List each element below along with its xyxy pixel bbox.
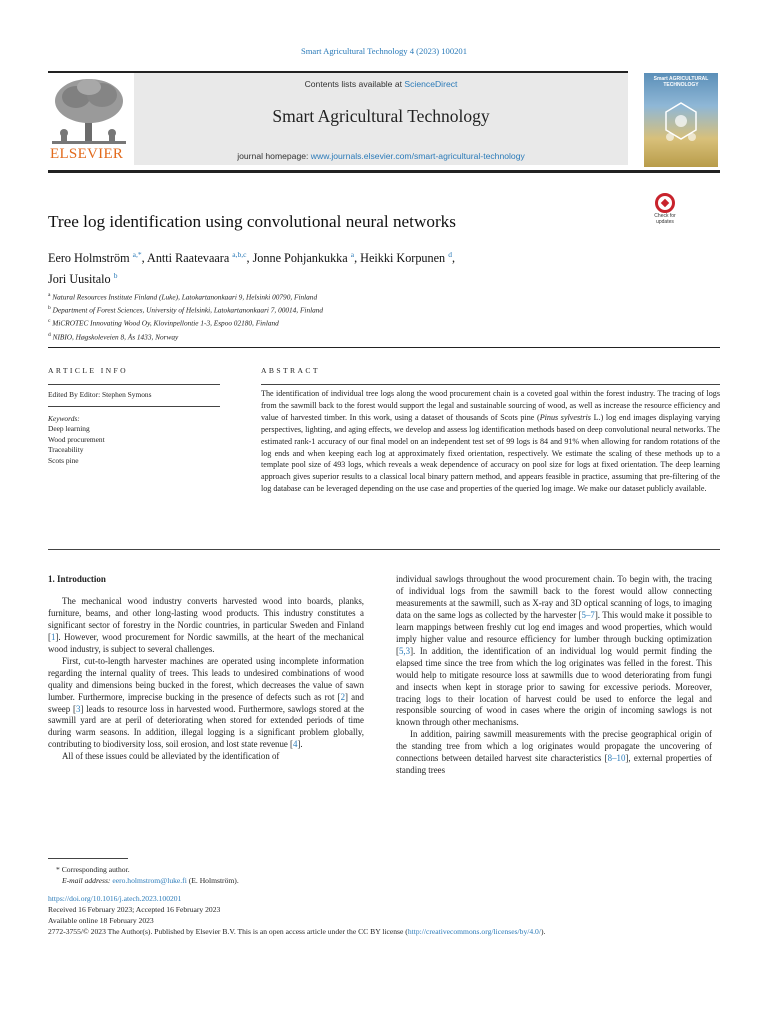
article-title: Tree log identification using convolutional neural networks [48,212,456,231]
license-link[interactable]: http://creativecommons.org/licenses/by/4.0/ [407,927,541,937]
cover-hexagon-icon [644,73,718,167]
author-affil-link[interactable]: a [350,250,355,259]
keywords [48,414,105,466]
abstract-heading: ABSTRACT [261,366,320,375]
citation-link[interactable]: 8–10 [607,753,626,764]
footnote-rule [48,858,128,859]
keywords-label: Keywords: [48,414,80,423]
footnotes [48,864,728,938]
body-left-column [48,574,364,763]
author-list [48,246,668,288]
author-affil-link[interactable]: b [113,271,118,281]
sciencedirect-link[interactable]: ScienceDirect [404,79,458,89]
online-line: Available online 18 February 2023 [48,916,154,926]
author: Eero Holmström $^{a,*}$, [48,250,148,266]
article-info-heading: ARTICLE INFO [48,366,129,375]
journal-reference[interactable]: Smart Agricultural Technology 4 (2023) 100201 [300,46,468,56]
affiliation: $^d$ NIBIO, Høgskoleveien 8, Ås 1433, Norway [48,331,179,342]
elsevier-tree-icon [48,75,130,149]
homepage-link[interactable]: www.journals.elsevier.com/smart-agricultural-technology [310,151,525,161]
affiliation-rule [48,347,720,348]
citation-link[interactable]: 3 [76,703,81,714]
paragraph: In addition, pairing sawmill measurements with the precise geographical origin of the standing tree from which a log originates would propagate the uncovering of connections between detailed harvest site characteristics [8–10], external properties of standing trees [396,729,712,776]
keyword: Traceability [48,445,84,455]
masthead-rule [48,170,720,173]
bookmark-icon [655,193,675,213]
citation-link[interactable]: 2 [340,691,346,702]
article-info-rule [48,384,220,385]
author: Jonne Pohjankukka $^a$, [252,250,361,266]
elsevier-logo[interactable] [48,75,130,165]
affiliations [48,290,323,343]
section-heading: 1. Introduction [48,574,106,584]
citation-link[interactable]: 4 [293,739,298,750]
paragraph: individual sawlogs throughout the wood procurement chain. To begin with, the tracing of individual logs from the sawmill back to the forest would allow connecting measurements at the sawmill, such as X-ray and 3D optical scanning of logs, to imaging data on the same logs as collected by the harvester [5–7]. This would make it possible to learn mappings between freshly cut log end images and wood properties, which would imply higher value and resource efficiency for lumber through bucking optimization [5,3]. In addition, the identification of an individual log would permit finding the elapsed time since the tree from which the log originates was felled in the forest. This would help to mitigate resource loss at sawmills due to wood deteriorating from fungi and insects when kept in storage prior to sawing for excessive periods. Moreover, tracing logs to their location of harvest could be used to enforce the legal and responsible sourcing of wood in cases where the origin of incoming sawlogs is not known through other mechanisms. [396,574,712,728]
homepage-label: journal homepage: [237,151,311,161]
paragraph: All of these issues could be alleviated by the identification of [62,751,280,762]
journal-homepage [134,151,628,161]
citation-link[interactable]: 1 [50,631,56,642]
author: Antti Raatevaara $^{a,b,c}$, [147,250,253,266]
contents-line [134,79,628,89]
contents-prefix: Contents lists available at [304,79,405,89]
abstract-rule [261,384,720,385]
keywords-rule [48,406,220,407]
paragraph: The mechanical wood industry converts harvested wood into boards, planks, furniture, beams, and other long-lasting wood products. This industry constitutes a significant sector of forestry in the Nordic countries, in particular Sweden and Finland [1]. However, wood procurement for Nordic sawmills, at the heart of the mechanical wood industry, is subject to several challenges. [48,595,364,654]
received-line: Received 16 February 2023; Accepted 16 February 2023 [48,904,221,914]
paragraph: First, cut-to-length harvester machines are operated using incomplete information regarding the internal quality of trees. This leads to undesired combinations of wood quality and dimensions being bucked in the forest, which decreases the value of sawn lumber. Furthermore, imprecise bucking in the presence of defects such as rot [2] and sweep [3] leads to resource loss in harvested wood. Furthermore, sawlogs stored at the sawmill yard are at peril of deteriorating when stored for extended periods of time during warm seasons. In addition, illegal logging is a significant problem globally, contributing to biodiversity loss, soil erosion, and lost state revenue [4]. [48,655,364,750]
check-for-updates-badge[interactable] [647,193,683,229]
affiliation: $^b$ Department of Forest Sciences, University of Helsinki, Latokartanonkaari 7, 00014, Finland [48,305,324,315]
doi-link[interactable]: https://doi.org/10.1016/j.atech.2023.100201 [48,893,182,903]
email-line: E-mail address: eero.holmstrom@luke.fi (E. Holmström). [62,876,239,886]
journal-cover[interactable] [644,73,718,167]
edited-by: Edited By Editor: Stephen Symons [48,390,152,399]
masthead-center [134,73,628,165]
check-updates-label: Check for updates [654,213,676,225]
affiliation: $^a$ Natural Resources Institute Finland (Luke), Latokartanonkaari 9, Helsinki 00790, Finland [48,292,318,302]
keyword: Wood procurement [48,434,105,444]
email-link[interactable]: eero.holmstrom@luke.fi [112,876,187,886]
author-affil-link[interactable]: a,b,c [232,250,247,259]
cover-title: Smart AGRICULTURAL TECHNOLOGY [653,76,709,88]
author-affil-link[interactable]: d [448,250,452,259]
author: Heikki Korpunen $^d$, [360,250,455,266]
author: Jori Uusitalo $^b$ [48,271,118,287]
citation-link[interactable]: 5,3 [398,645,411,656]
corresponding-author-note: * Corresponding author. [56,865,130,874]
elsevier-wordmark: ELSEVIER [50,146,124,162]
citation-link[interactable]: 5–7 [581,609,595,620]
keyword: Scots pine [48,455,79,465]
author-affil-link[interactable]: a,* [132,250,142,259]
doi-line [48,893,728,904]
abstract-bottom-rule [48,549,720,550]
masthead [48,73,628,165]
journal-name: Smart Agricultural Technology [272,106,490,126]
license-line: 2772-3755/© 2023 The Author(s). Published by Elsevier B.V. This is an open access article under the CC BY license (http://creativecommons.org/licenses/by/4.0/). [48,927,546,937]
affiliation: $^c$ MiCROTEC Innovating Wood Oy, Klovinpellontie 1-3, Espoo 02180, Finland [48,318,279,328]
keyword: Deep learning [48,424,90,434]
abstract-text: The identification of individual tree logs along the wood procurement chain is a coveted goal within the forest industry. The tracing of logs from the sawmill back to the forest would support the legal and sustainable sourcing of wood, as well as increase the resource efficiency and value of harvested timber. In this work, using a dataset of thousands of Scots pine (Pinus sylvestris L.) log end images displaying varying perspectives, lighting, and aging effects, we develop and assess log identification methods based on deep convolutional neural networks. The estimated rank-1 accuracy of our final model on an independent test set of 99 logs is 84 and 91% when allowing for random rotations of the log ends and when keeping each log at approximately fixed orientation, respectively. We estimate the scaling of these methods up to a template pool size of 493 logs, which reveals a weak dependence of accuracy on pool size for logs at fixed orientation. The deep learning approach gives superior results to a classical local binary pattern method, and appears feasible in practice, assuming that pre-filtering of the log database can be leveraged depending on the use case and properties of the queried log image. We make our dataset publicly available. [261,389,720,494]
body-right-column [396,574,712,777]
